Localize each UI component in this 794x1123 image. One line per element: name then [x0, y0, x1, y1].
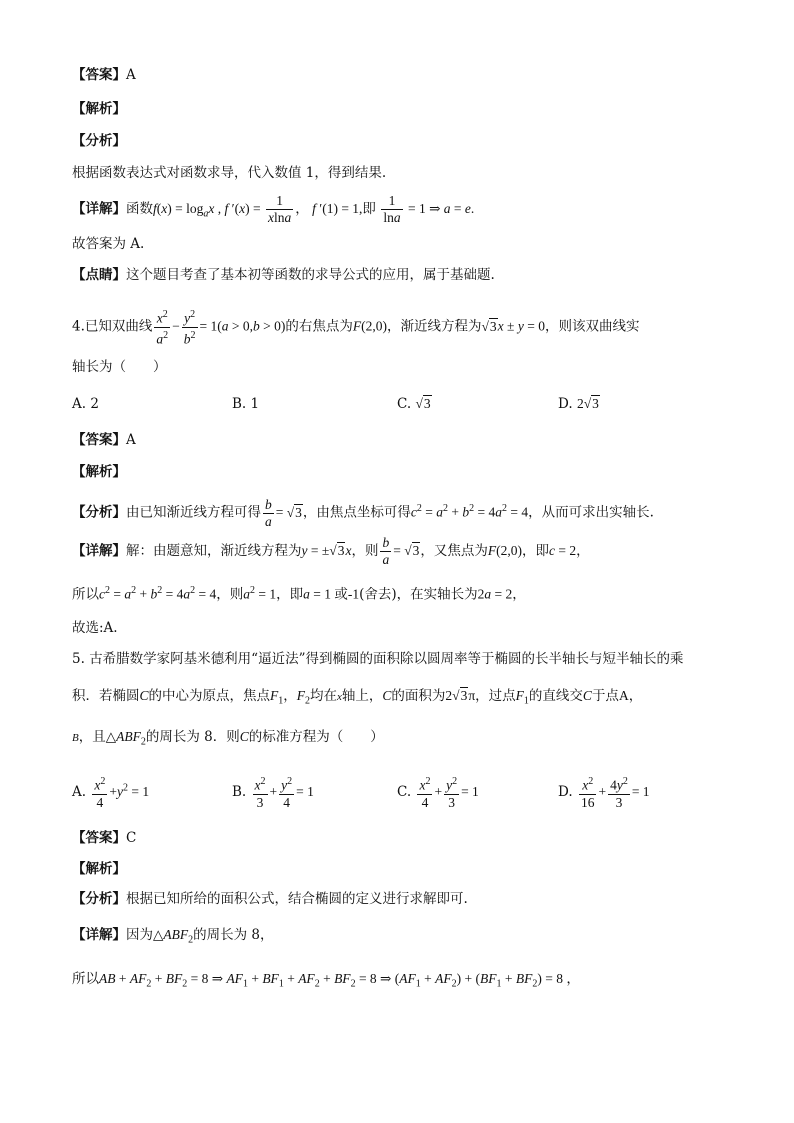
xiangjie-tag: 【详解】	[72, 201, 126, 217]
q5-stem-cont: 积．若椭圆C的中心为原点，焦点$F_1$，$F_2$均在x轴上，C的面积为2√3π，过点$F_1$的直线交C于点A，	[72, 688, 643, 707]
jiexi-heading: 【解析】	[72, 861, 126, 877]
dianjing-line: 【点睛】这个题目考查了基本初等函数的求导公式的应用，属于基础题.	[72, 267, 495, 283]
question-number: 4.	[72, 318, 85, 335]
option-d: D. $\frac{x^2}{16}$ + $\frac{4y^2}{3}$ = 1	[558, 776, 650, 810]
fraction: $\frac{1}{xlna}$	[267, 193, 292, 225]
q4-stem: 4.已知双曲线 $\frac{x^2}{a^2}$ − $\frac{y^2}{b^2}$ = 1(a > 0,b > 0)的右焦点为F(2,0)，渐近线方程为√3x ± y = 0，则该双曲线实	[72, 309, 640, 346]
option-c: C. $\frac{x^2}{4}$ + $\frac{y^2}{3}$ = 1	[397, 776, 479, 810]
answer-line	[72, 827, 136, 849]
fraction: $\frac{1}{\ln a}$	[383, 193, 401, 225]
fenxi-line: 【分析】根据已知所给的面积公式，结合椭圆的定义进行求解即可.	[72, 891, 468, 907]
dianjing-tag: 【点睛】	[72, 267, 126, 283]
answer-line	[72, 429, 136, 451]
option-d: D. 2√3	[558, 396, 599, 412]
conclusion: 故选:A.	[72, 620, 118, 636]
xiangjie-line: 【详解】解：由题意知，渐近线方程为y = ±√3x，则 $\frac{b}{a}$ = √3，又焦点为F(2,0)，即c = 2，	[72, 535, 590, 567]
xiangjie-tag: 【详解】	[72, 543, 126, 559]
option-c: C. √3	[397, 396, 431, 412]
fenxi-line: 【分析】由已知渐近线方程可得 $\frac{b}{a}$ = √3，由焦点坐标可得$c^2 = a^2 + b^2 = 4a^2 = 4$，从而可求出实轴长.	[72, 496, 654, 529]
option-a: A. $\frac{x^2}{4}$ $+y^2 = 1$	[72, 776, 150, 810]
option-a: A. 2	[72, 396, 99, 412]
fenxi-heading: 【分析】	[72, 133, 126, 149]
q4-stem-cont: 轴长为（ ）	[72, 359, 167, 375]
answer-value: A	[126, 432, 136, 448]
xiangjie-tag: 【详解】	[72, 927, 126, 943]
xiangjie-line: 【详解】函数$f(x) = \log_ax$ , f ′(x) = $\frac{1}{xlna}$ ， f ′(1) = 1,即 $\frac{1}{\ln a}$ = 1 ⇒ a = e.	[72, 193, 475, 225]
q5-stem: 5. 古希腊数学家阿基米德利用“逼近法”得到椭圆的面积除以圆周率等于椭圆的长半轴长与短半轴长的乘	[72, 651, 684, 667]
fenxi-text: 根据函数表达式对函数求导，代入数值 1，得到结果.	[72, 165, 387, 181]
solution-line: 所以AB + $AF_2 + BF_2 = 8$ ⇒ $AF_1 + BF_1 + AF_2 + BF_2 = 8$ ⇒ $(AF_1 + AF_2) + (BF_1 + BF_2) = 8$ ，	[72, 971, 580, 990]
jiexi-heading: 【解析】	[72, 101, 126, 117]
option-b: B. $\frac{x^2}{3}$ + $\frac{y^2}{4}$ = 1	[232, 776, 314, 810]
question-number: 5.	[72, 651, 85, 667]
fenxi-tag: 【分析】	[72, 891, 126, 907]
answer-tag: 【答案】	[72, 67, 126, 83]
answer-value: C	[126, 830, 137, 846]
solution-line: 所以$c^2 = a^2 + b^2 = 4a^2 = 4$，则$a^2 = 1$，即a = 1 或-1(舍去)，在实轴长为2a = 2，	[72, 585, 526, 603]
option-b: B. 1	[232, 396, 260, 412]
xiangjie-line: 【详解】因为$\triangle ABF_2$的周长为 8，	[72, 927, 274, 946]
formula: f	[153, 201, 157, 216]
q5-stem-cont: B，且$\triangle ABF_2$的周长为 8．则C的标准方程为（ ）	[72, 729, 384, 748]
answer-tag: 【答案】	[72, 432, 126, 448]
fenxi-tag: 【分析】	[72, 504, 126, 521]
conclusion: 故答案为 A.	[72, 236, 145, 252]
answer-tag: 【答案】	[72, 830, 126, 846]
jiexi-heading: 【解析】	[72, 464, 126, 480]
answer-line	[72, 64, 136, 86]
answer-value: A	[126, 67, 136, 83]
